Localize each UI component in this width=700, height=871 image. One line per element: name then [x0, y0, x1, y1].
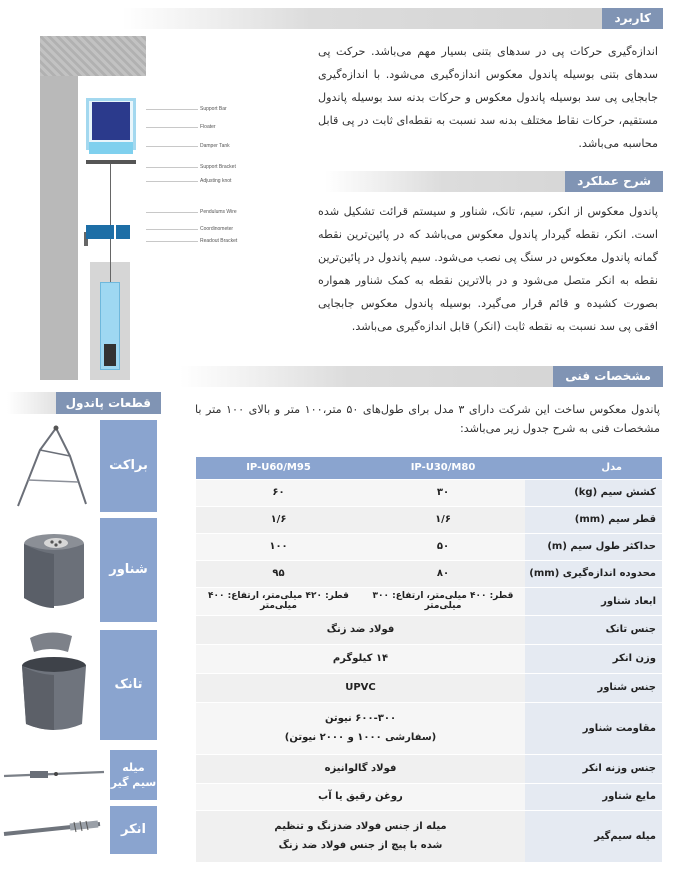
row-value: ۱/۶: [361, 506, 525, 533]
anchor-icon: [0, 806, 108, 854]
table-row: [196, 560, 662, 587]
tank-icon: [10, 630, 98, 740]
row-value: قطر: ۴۲۰ میلی‌متر، ارتفاع: ۴۰۰ میلی‌متر: [196, 587, 361, 615]
row-label: مقاومت شناور: [525, 702, 662, 754]
rod-icon: [0, 750, 108, 800]
part-label-rod: میله سیم گیر: [110, 750, 157, 800]
row-value: ۹۵: [196, 560, 361, 587]
row-value-note: (سفارشی ۱۰۰۰ و ۲۰۰۰ نیوتن): [284, 732, 437, 743]
table-row: [196, 673, 662, 702]
bracket-image: [10, 420, 98, 512]
diagram-label: Readout Bracket: [200, 238, 238, 244]
float-image: [10, 518, 98, 622]
row-label: جنس شناور: [525, 673, 662, 702]
table-row: [196, 479, 662, 506]
table-header-cell: IP-U60/M95: [196, 457, 361, 479]
row-value-line2: شده با پیچ از جنس فولاد ضد زنگ: [278, 840, 443, 851]
part-label-tank: تانک: [100, 630, 157, 740]
parts-title: قطعات پاندول: [56, 392, 161, 414]
rod-image: [0, 750, 108, 800]
row-label: قطر سیم (mm): [525, 506, 662, 533]
table-row: [196, 587, 662, 615]
table-row: [196, 533, 662, 560]
table-row: [196, 506, 662, 533]
row-value: UPVC: [196, 673, 525, 702]
diagram-label: Support Bar: [200, 106, 227, 112]
part-label-float: شناور: [100, 518, 157, 622]
usage-text: اندازه‌گیری حرکات پی در سدهای بتنی بسیار مهم می‌باشد. حرکت پی سدهای بتنی بوسیله پاندول معکوس اندازه‌گیری می‌شود. با اندازه‌گیری جابجایی پی سد بوسیله پاندول معکوس و حرکات بدنه سد بوسیله پاندول مستقیم، حرکات نقاط مختلف بدنه سد نسبت به نقطه‌ای ثابت در پی قابل محاسبه می‌باشد.: [318, 45, 658, 150]
table-header-cell: مدل: [525, 457, 662, 479]
row-value: قطر: ۴۰۰ میلی‌متر، ارتفاع: ۳۰۰ میلی‌متر: [361, 587, 525, 615]
row-label: میله سیم‌گیر: [525, 810, 662, 862]
table-row: [196, 615, 662, 644]
usage-title: کاربرد: [602, 8, 663, 29]
part-label-bracket: براکت: [100, 420, 157, 512]
row-value: ۱/۶: [196, 506, 361, 533]
table-header-cell: IP-U30/M80: [361, 457, 525, 479]
row-label: محدوده اندازه‌گیری (mm): [525, 560, 662, 587]
row-value: میله از جنس فولاد ضدزنگ و تنظیم: [274, 821, 447, 832]
anchor-image: [0, 806, 108, 854]
row-value: ۳۰: [361, 479, 525, 506]
function-title: شرح عملکرد: [565, 171, 663, 192]
floater-shape: [92, 102, 130, 140]
row-value: ۵۰: [361, 533, 525, 560]
anchor-shape: [104, 344, 116, 366]
row-value: ۶۰: [196, 479, 361, 506]
diagram-label: Damper Tank: [200, 143, 230, 149]
table-row: [196, 702, 662, 754]
row-label: وزن انکر: [525, 644, 662, 673]
diagram-label: Floater: [200, 124, 216, 130]
row-label: جنس وزنه انکر: [525, 754, 662, 783]
table-row: [196, 810, 662, 862]
spec-table: [196, 457, 662, 863]
row-label: جنس تانک: [525, 615, 662, 644]
row-value: ۶۰۰-۳۰۰ نیوتن: [324, 713, 397, 724]
specs-title: مشخصات فنی: [553, 366, 663, 387]
row-label: کشش سیم (kg): [525, 479, 662, 506]
diagram-label: Adjusting knot: [200, 178, 232, 184]
row-value: روغن رقیق یا آب: [196, 783, 525, 810]
row-value: ۸۰: [361, 560, 525, 587]
diagram-label: Coordinometer: [200, 226, 234, 232]
parts-header: [7, 392, 161, 414]
table-row: [196, 783, 662, 810]
coordinometer-shape: [86, 225, 114, 239]
table-row: [196, 754, 662, 783]
function-header: [325, 171, 663, 192]
row-value: ۱۰۰: [196, 533, 361, 560]
table-row: [196, 644, 662, 673]
table-header-row: [196, 457, 662, 479]
row-value: فولاد گالوانیزه: [196, 754, 525, 783]
tank-image: [10, 630, 98, 740]
support-bracket-shape: [86, 160, 136, 164]
row-label: ابعاد شناور: [525, 587, 662, 615]
usage-header: [122, 8, 663, 29]
function-text: پاندول معکوس از انکر، سیم، تانک، شناور و سیستم قرائت تشکیل شده است. انکر، نقطه گیردار پاندول معکوس می‌باشد که در پائین‌ترین نقطه گمانه پاندول معکوس در سنگ پی نصب می‌شود. سیم پاندول در پائین‌ترین نقطه به انکر متصل می‌شود و در بالاترین نقطه به کمک شناور همواره بصورت کشیده و قائم قرار می‌گیرد. بوسیله پاندول معکوس جابجایی افقی پی سد نسبت به نقطه ثابت (انکر) قابل اندازه‌گیری می‌باشد.: [318, 205, 658, 333]
specs-intro: پاندول معکوس ساخت این شرکت دارای ۳ مدل برای طول‌های ۵۰ متر،۱۰۰ متر و بالای ۱۰۰ متر با مشخصات فنی به شرح جدول زیر می‌باشد:: [195, 403, 660, 435]
part-label-anchor: انکر: [110, 806, 157, 854]
row-label: مایع شناور: [525, 783, 662, 810]
diagram-label: Pendulums Wire: [200, 209, 237, 215]
bracket-icon: [10, 420, 98, 512]
float-icon: [10, 518, 98, 622]
row-value: ۱۴ کیلوگرم: [196, 644, 525, 673]
row-value: فولاد ضد زنگ: [196, 615, 525, 644]
specs-header: [180, 366, 663, 387]
diagram-label: Support Bracket: [200, 164, 236, 170]
row-label: حداکثر طول سیم (m): [525, 533, 662, 560]
